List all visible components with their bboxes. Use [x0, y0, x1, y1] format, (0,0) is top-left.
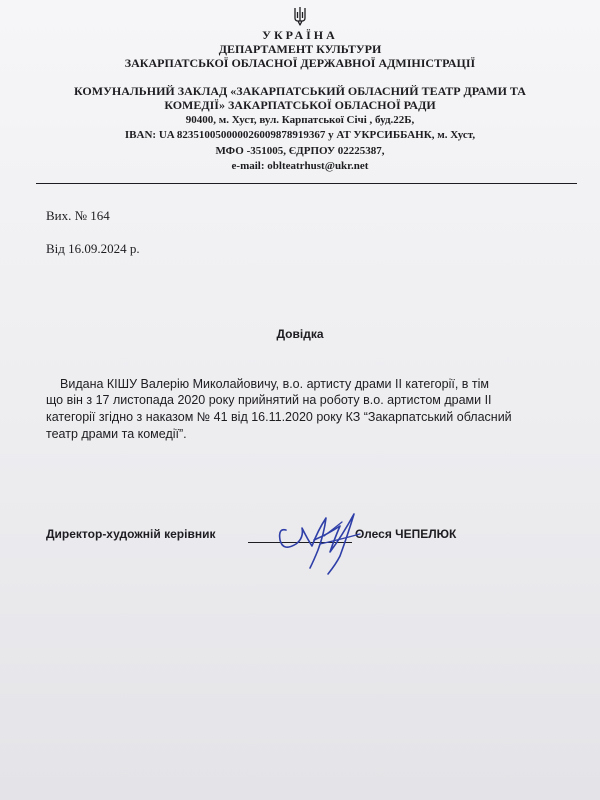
body-line: Видана КІШУ Валерію Миколайовичу, в.о. артисту драми ІІ категорії, в тім — [60, 377, 489, 391]
body-line: театр драми та комедії”. — [46, 427, 187, 441]
letterhead-address: 90400, м. Хуст, вул. Карпатської Січі , буд.22Б, — [185, 114, 415, 126]
letterhead-mfo: МФО -351005, ЄДРПОУ 02225387, — [215, 145, 385, 157]
letterhead-institution-line2: КОМЕДІЇ» ЗАКАРПАТСЬКОЇ ОБЛАСНОЇ РАДИ — [164, 98, 436, 112]
letterhead-department: ДЕПАРТАМЕНТ КУЛЬТУРИ — [218, 42, 382, 56]
document-title: Довідка — [276, 327, 324, 341]
body-line: категорії згідно з наказом № 41 від 16.11.2020 року КЗ “Закарпатський обласний — [46, 410, 512, 424]
signatory-name: Олеся ЧЕПЕЛЮК — [355, 527, 457, 541]
letterhead-email: e-mail: oblteatrhust@ukr.net — [231, 160, 369, 172]
trident-icon — [293, 6, 307, 26]
outgoing-reference: Вих. № 164 — [46, 208, 110, 223]
document-date: Від 16.09.2024 р. — [46, 241, 140, 256]
signatory-position: Директор-художній керівник — [46, 527, 216, 541]
letterhead-region-admin: ЗАКАРПАТСЬКОЇ ОБЛАСНОЇ ДЕРЖАВНОЇ АДМІНІСТРАЦІЇ — [124, 56, 476, 70]
body-line: що він з 17 листопада 2020 року прийнятий на роботу в.о. артистом драми ІІ — [46, 393, 492, 407]
handwritten-signature — [268, 500, 378, 580]
letterhead-institution-line1: КОМУНАЛЬНИЙ ЗАКЛАД «ЗАКАРПАТСЬКИЙ ОБЛАСНИЙ ТЕАТР ДРАМИ ТА — [74, 84, 526, 98]
letterhead-divider — [36, 183, 577, 184]
letterhead-country: УКРАЇНА — [262, 28, 338, 42]
letterhead-iban: IBAN: UA 823510050000026009878919367 у АТ УКРСИББАНК, м. Хуст, — [124, 129, 476, 141]
